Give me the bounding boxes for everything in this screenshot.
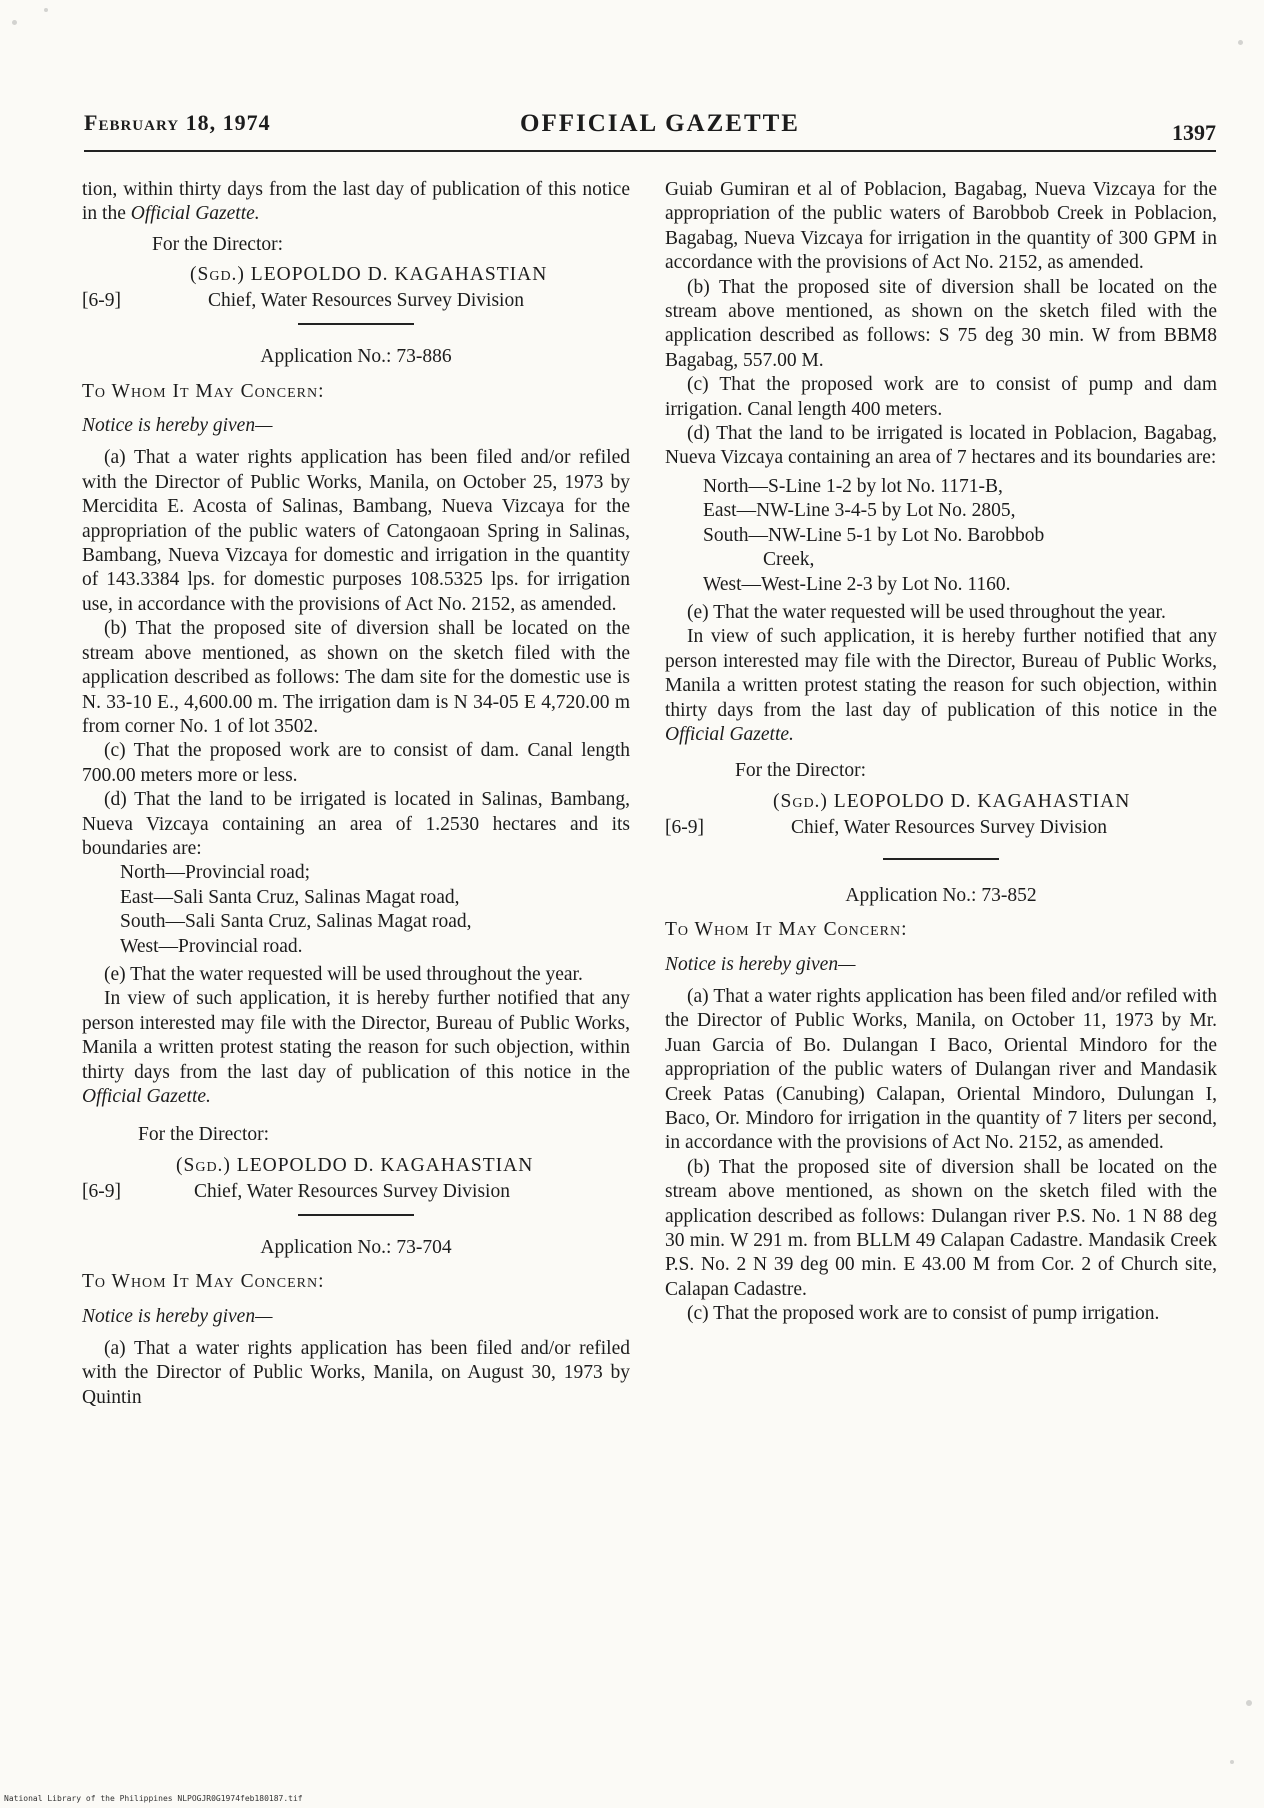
signature-block [82,1154,630,1206]
boundaries-list [665,475,1217,597]
application-number: Application No.: 73-704 [260,1236,452,1258]
application-number: Application No.: 73-852 [845,884,1037,906]
section-divider [298,323,414,325]
scan-speck [1238,40,1243,45]
notice-heading: Notice is hereby given— [665,953,856,975]
issue-code: [6-9] [665,816,704,838]
official-gazette-ref: Official Gazette. [665,723,794,745]
signatory: (Sgd.) LEOPOLDO D. KAGAHASTIAN [190,264,548,286]
clause-b: (b) That the proposed site of diversion shall be located on the stream above mentioned, as shown on the sketch filed with the application described as follows: Dulangan river P.S. No. 1 N 88 deg 30 min. W 291 m. from BLLM 49 Calapan Cadastre. Mandasik Creek P.S. No. 2 N 39 deg 00 min. E 43.00 M from Cor. 2 of Church site, Calapan Cadastre. [665,1156,1217,1300]
page-header [84,104,1216,150]
signature-block [82,263,630,315]
boundary-north: North—Provincial road; [120,862,311,884]
issue-code: [6-9] [82,1180,121,1202]
boundary-west: West—West-Line 2-3 by Lot No. 1160. [703,573,1011,595]
clause-a: (a) That a water rights application has been filed and/or refiled with the Director of Public Works, Manila, on October 11, 1973 by Mr. Juan Garcia of Bo. Dulangan I Baco, Oriental Mindoro for the appropriation of the public waters of Dulangan river and Mandasik Creek Patas (Canubing) Calapan, Oriental Mindoro, Dulungan I, Baco, Or. Mindoro for irrigation in the quantity of 7 liters per second, in accordance with the provisions of Act No. 2152, as amended. [665,985,1217,1154]
section-divider [298,1214,414,1216]
scan-speck [1246,1700,1252,1706]
for-the-director: For the Director: [735,760,867,782]
boundaries-list [82,861,630,959]
protest-text: In view of such application, it is hereby further notified that any person interested may file with the Director, Bureau of Public Works, Manila a written protest stating the reason for such objection, within thirty days from the last day of publication of this notice in the [665,626,1217,721]
for-the-director: For the Director: [152,233,284,255]
signatory: (Sgd.) LEOPOLDO D. KAGAHASTIAN [176,1154,534,1176]
scan-speck [1230,1760,1234,1764]
clause-b: (b) That the proposed site of diversion shall be located on the stream above mentioned, as shown on the sketch filed with the application described as follows: S 75 deg 30 min. W from BBM8 Bagabag, 557.00 M. [665,276,1217,371]
signature-block [665,790,1217,842]
boundary-south: South—NW-Line 5-1 by Lot No. Barobbob [703,524,1045,546]
signatory-title: Chief, Water Resources Survey Division [208,290,524,312]
notice-heading: Notice is hereby given— [82,415,273,437]
signatory-title: Chief, Water Resources Survey Division [791,816,1107,838]
boundary-east: East—NW-Line 3-4-5 by Lot No. 2805, [703,500,1016,522]
clause-e: (e) That the water requested will be used throughout the year. [104,963,583,985]
salutation: To Whom It May Concern: [82,380,325,402]
boundary-north: North—S-Line 1-2 by lot No. 1171-B, [703,475,1003,497]
protest-text: In view of such application, it is hereby further notified that any person interested may file with the Director, Bureau of Public Works, Manila a written protest stating the reason for such objection, within thirty days from the last day of publication of this notice in the [82,988,630,1083]
clause-b: (b) That the proposed site of diversion shall be located on the stream above mentioned, as shown on the sketch filed with the application described as follows: The dam site for the domestic use is N. 33-10 E., 4,600.00 m. The irrigation dam is N 34-05 E 4,720.00 m from corner No. 1 of lot 3502. [82,618,630,737]
issue-code: [6-9] [82,290,121,312]
paragraph-text: tion, within thirty days from the last day of publication of this notice in the [82,179,630,225]
clause-c: (c) That the proposed work are to consist of pump irrigation. [687,1303,1160,1325]
notice-heading: Notice is hereby given— [82,1305,273,1327]
header-title: OFFICIAL GAZETTE [520,110,800,137]
protest-notice [82,987,630,1109]
clause-a: (a) That a water rights application has been filed and/or refiled with the Director of Public Works, Manila, on October 25, 1973 by Mercidita E. Acosta of Salinas, Bambang, Nueva Vizcaya for the appropriation of the public waters of Catongaoan Spring in Salinas, Bambang, Nueva Vizcaya for domestic and irrigation in the quantity of 143.3384 lps. for domestic purposes 108.5325 lps. for irrigation use, in accordance with the provisions of Act No. 2152, as amended. [82,447,630,615]
clause-d: (d) That the land to be irrigated is located in Salinas, Bambang, Nueva Vizcaya containing an area of 1.2530 hectares and its boundaries are: [82,789,630,859]
page-number: 1397 [1172,120,1216,145]
boundary-south-cont: Creek, [763,549,815,571]
signatory: (Sgd.) LEOPOLDO D. KAGAHASTIAN [773,790,1131,812]
signatory-title: Chief, Water Resources Survey Division [194,1180,510,1202]
clause-c: (c) That the proposed work are to consist of pump and dam irrigation. Canal length 400 meters. [665,374,1217,420]
scan-speck [44,8,48,12]
scan-speck [12,20,17,25]
header-rule [84,150,1216,152]
boundary-south: South—Sali Santa Cruz, Salinas Magat road, [120,911,472,933]
salutation: To Whom It May Concern: [665,919,908,941]
section-divider [883,858,999,860]
application-number: Application No.: 73-886 [260,346,452,368]
boundary-west: West—Provincial road. [120,935,303,957]
header-date: February 18, 1974 [84,110,271,135]
clause-c: (c) That the proposed work are to consist of dam. Canal length 700.00 meters more or less. [82,740,630,786]
official-gazette-ref: Official Gazette. [82,1086,211,1107]
clause-d: (d) That the land to be irrigated is located in Poblacion, Bagabag, Nueva Vizcaya containing an area of 7 hectares and its boundaries are: [665,423,1217,469]
clause-a: (a) That a water rights application has been filed and/or refiled with the Director of Public Works, Manila, on August 30, 1973 by Quintin [82,1338,630,1408]
official-gazette-ref: Official Gazette. [130,203,260,225]
salutation: To Whom It May Concern: [82,1271,325,1293]
left-column [82,178,630,1410]
paragraph [82,178,630,227]
for-the-director: For the Director: [138,1124,270,1146]
right-column [665,178,1217,1327]
boundary-east: East—Sali Santa Cruz, Salinas Magat road, [120,886,460,908]
clause-e: (e) That the water requested will be used throughout the year. [687,601,1166,623]
paragraph: Guiab Gumiran et al of Poblacion, Bagabag, Nueva Vizcaya for the appropriation of the public waters of Barobbob Creek in Poblacion, Bagabag, Nueva Vizcaya for irrigation in the quantity of 300 GPM in accordance with the provisions of Act No. 2152, as amended. [665,179,1217,274]
scan-footer: National Library of the Philippines NLPOGJR0G1974feb180187.tif [4,1794,303,1803]
protest-notice [665,625,1217,747]
